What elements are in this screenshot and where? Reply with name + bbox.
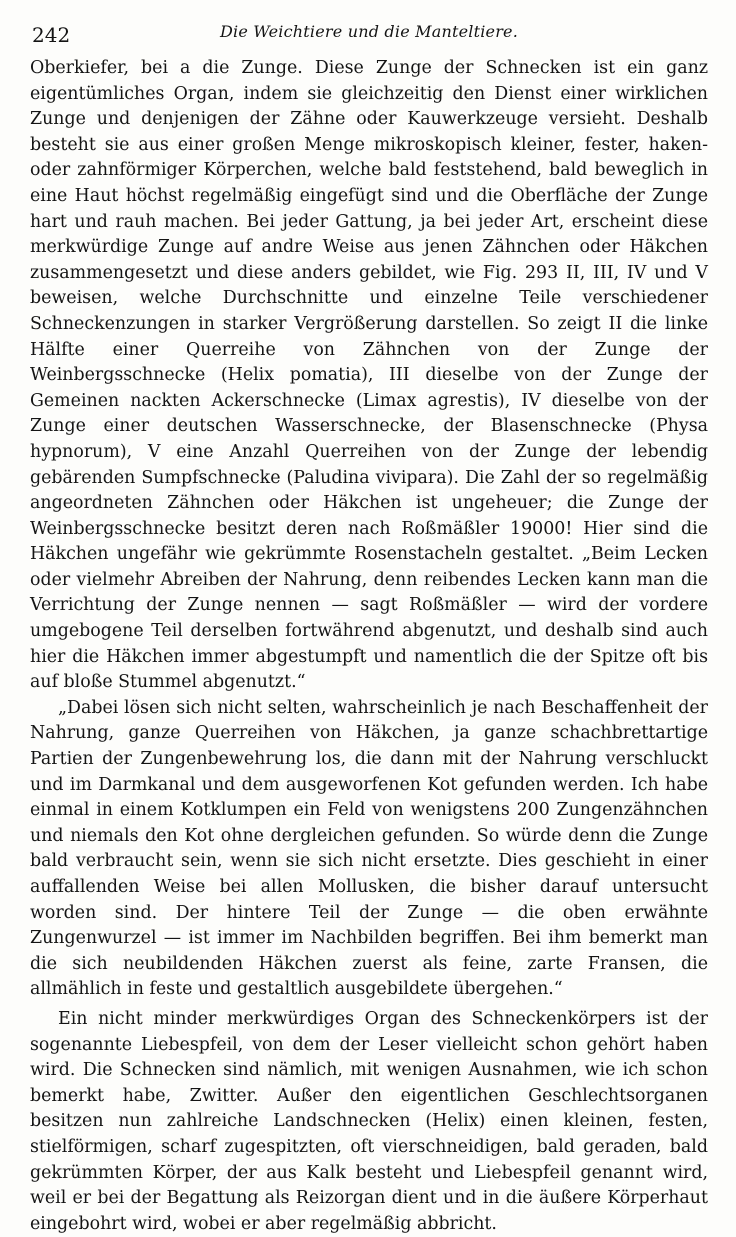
paragraph-tongue-quote: „Dabei lösen sich nicht selten, wahrscheinlich je nach Beschaffenheit der Nahrung, ganze Querreihen von Häkchen, ja ganze schachbrettartige Partien der Zungenbewehrung los, die dann mit der Nahrung verschluckt und im Darmkanal und dem ausgeworfenen Kot gefunden werden. Ich habe einmal in einem Kotklumpen ein Feld von wenigstens 200 Zungenzähnchen und niemals den Kot ohne dergleichen gefunden. So würde denn die Zunge bald verbraucht sein, wenn sie sich nicht ersetzte. Dies geschieht in einer auffallenden Weise bei allen Mollusken, die bisher darauf untersucht worden sind. Der hintere Teil der Zunge — die oben erwähnte Zungenwurzel — ist immer im Nachbilden begriffen. Bei ihm bemerkt man die sich neubildenden Häkchen zuerst als feine, zarte Fransen, die allmählich in feste und gestaltlich ausgebildete übergehen.“ xyxy=(30,697,708,1000)
body-text xyxy=(30,56,708,1237)
paragraph-love-dart: Ein nicht minder merkwürdiges Organ des Schneckenkörpers ist der sogenannte Liebespfeil, von dem der Leser vielleicht schon gehört haben wird. Die Schnecken sind nämlich, mit wenigen Ausnahmen, wie ich schon bemerkt habe, Zwitter. Außer den eigentlichen Geschlechtsorganen besitzen nun zahlreiche Landschnecken (Helix) einen kleinen, festen, stielförmigen, scharf zugespitzten, oft vierschneidigen, bald geraden, bald gekrümmten Körper, der aus Kalk besteht und Liebespfeil genannt wird, weil er bei der Begattung als Reizorgan dient und in die äußere Körperhaut eingebohrt wird, wobei er aber regelmäßig abbricht. xyxy=(30,1008,708,1234)
paragraph-tongue-description: Oberkiefer, bei a die Zunge. Diese Zunge der Schnecken ist ein ganz eigentümliches Organ, indem sie gleichzeitig den Dienst einer wirklichen Zunge und denjenigen der Zähne oder Kauwerkzeuge versieht. Deshalb besteht sie aus einer großen Menge mikroskopisch kleiner, fester, haken- oder zahnförmiger Körperchen, welche bald feststehend, bald beweglich in eine Haut höchst regelmäßig eingefügt sind und die Oberfläche der Zunge hart und rauh machen. Bei jeder Gattung, ja bei jeder Art, erscheint diese merkwürdige Zunge auf andre Weise aus jenen Zähnchen oder Häkchen zusammengesetzt und diese anders gebildet, wie Fig. 293 II, III, IV und V beweisen, welche Durchschnitte und einzelne Teile verschiedener Schneckenzungen in starker Vergrößerung darstellen. So zeigt II die linke Hälfte einer Querreihe von Zähnchen von der Zunge der Weinbergsschnecke (Helix pomatia), III dieselbe von der Zunge der Gemeinen nackten Ackerschnecke (Limax agrestis), IV dieselbe von der Zunge einer deutschen Wasserschnecke, der Blasenschnecke (Physa hypnorum), V eine Anzahl Querreihen von der Zunge der lebendig gebärenden Sumpfschnecke (Paludina vivipara). Die Zahl der so regelmäßig angeordneten Zähnchen oder Häkchen ist ungeheuer; die Zunge der Weinbergsschnecke besitzt deren nach Roßmäßler 19000! Hier sind die Häkchen ungefähr wie gekrümmte Rosenstacheln gestaltet. „Beim Lecken oder vielmehr Abreiben der Nahrung, denn reibendes Lecken kann man die Verrichtung der Zunge nennen — sagt Roßmäßler — wird der vordere umgebogene Teil derselben fortwährend abgenutzt, und deshalb sind auch hier die Häkchen immer abgestumpft und namentlich die der Spitze oft bis auf bloße Stummel abgenutzt.“ xyxy=(30,58,708,693)
page-number: 242 xyxy=(32,23,71,47)
page-header xyxy=(30,18,708,52)
running-head: Die Weichtiere und die Manteltiere. xyxy=(219,22,519,41)
